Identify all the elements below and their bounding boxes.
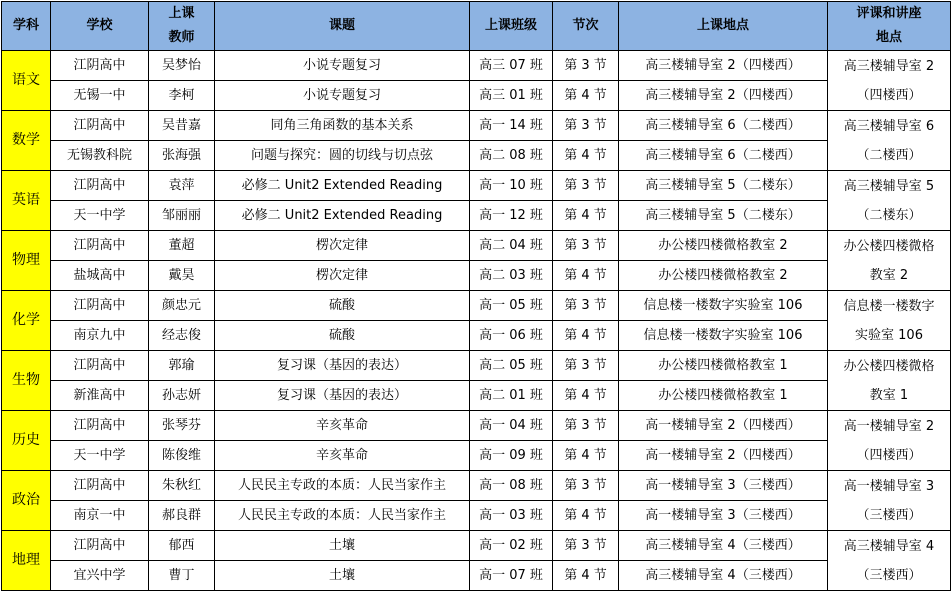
teacher-cell: 孙志妍 (149, 381, 215, 411)
subject-cell: 化学 (2, 291, 51, 351)
review-location-cell (828, 111, 951, 171)
topic-cell: 同角三角函数的基本关系 (215, 111, 470, 141)
period-cell: 第 3 节 (553, 291, 619, 321)
topic-cell: 人民民主专政的本质：人民当家作主 (215, 471, 470, 501)
topic-cell: 小说专题复习 (215, 51, 470, 81)
review-location-line: 信息楼一楼数字 (843, 298, 935, 314)
class-cell: 高二 08 班 (470, 141, 553, 171)
period-cell: 第 4 节 (553, 321, 619, 351)
subject-cell: 地理 (2, 531, 51, 591)
class-cell: 高一 04 班 (470, 411, 553, 441)
review-location-cell (828, 471, 951, 531)
school-cell: 天一中学 (51, 201, 149, 231)
teacher-cell: 曹丁 (149, 561, 215, 591)
table-row (2, 411, 951, 441)
review-location-cell (828, 351, 951, 411)
school-cell: 江阴高中 (51, 351, 149, 381)
review-location-cell (828, 231, 951, 291)
class-cell: 高二 03 班 (470, 261, 553, 291)
topic-cell: 人民民主专政的本质：人民当家作主 (215, 501, 470, 531)
review-location-cell (828, 291, 951, 351)
schedule-body (2, 51, 951, 591)
header-school: 学校 (51, 2, 149, 51)
location-cell: 高一楼辅导室 2（四楼西） (619, 441, 828, 471)
teacher-cell: 张海强 (149, 141, 215, 171)
class-cell: 高一 03 班 (470, 501, 553, 531)
school-cell: 盐城高中 (51, 261, 149, 291)
school-cell: 无锡教科院 (51, 141, 149, 171)
location-cell: 高三楼辅导室 4（三楼西） (619, 531, 828, 561)
teacher-cell: 经志俊 (149, 321, 215, 351)
table-row (2, 111, 951, 141)
topic-cell: 楞次定律 (215, 261, 470, 291)
table-row (2, 51, 951, 81)
review-location-line: （四楼西） (856, 447, 922, 463)
period-cell: 第 4 节 (553, 81, 619, 111)
header-subject: 学科 (2, 2, 51, 51)
table-row (2, 81, 951, 111)
school-cell: 江阴高中 (51, 231, 149, 261)
period-cell: 第 3 节 (553, 111, 619, 141)
table-row (2, 501, 951, 531)
class-cell: 高一 02 班 (470, 531, 553, 561)
topic-cell: 土壤 (215, 531, 470, 561)
review-location-cell (828, 531, 951, 591)
teacher-cell: 颜忠元 (149, 291, 215, 321)
topic-cell: 复习课（基因的表达） (215, 381, 470, 411)
teacher-cell: 邹丽丽 (149, 201, 215, 231)
review-location-cell (828, 171, 951, 231)
teacher-cell: 朱秋红 (149, 471, 215, 501)
school-cell: 江阴高中 (51, 411, 149, 441)
class-cell: 高一 12 班 (470, 201, 553, 231)
review-location-line: 教室 2 (869, 267, 909, 283)
class-cell: 高二 01 班 (470, 381, 553, 411)
review-location-line: 办公楼四楼微格 (843, 238, 935, 254)
topic-cell: 楞次定律 (215, 231, 470, 261)
subject-cell: 数学 (2, 111, 51, 171)
class-cell: 高一 10 班 (470, 171, 553, 201)
header-teacher: 上课 教师 (149, 2, 215, 51)
teacher-cell: 吴昔嘉 (149, 111, 215, 141)
review-location-line: 高三楼辅导室 5 (843, 178, 935, 194)
period-cell: 第 4 节 (553, 261, 619, 291)
table-row (2, 141, 951, 171)
review-location-line: 高三楼辅导室 4 (843, 538, 935, 554)
school-cell: 江阴高中 (51, 531, 149, 561)
subject-cell: 语文 (2, 51, 51, 111)
review-location-cell (828, 411, 951, 471)
subject-cell: 物理 (2, 231, 51, 291)
period-cell: 第 3 节 (553, 531, 619, 561)
topic-cell: 土壤 (215, 561, 470, 591)
period-cell: 第 4 节 (553, 381, 619, 411)
review-location-line: 高一楼辅导室 3 (843, 478, 935, 494)
review-location-line: 高一楼辅导室 2 (843, 418, 935, 434)
review-location-line: 实验室 106 (855, 327, 923, 343)
school-cell: 江阴高中 (51, 51, 149, 81)
period-cell: 第 3 节 (553, 51, 619, 81)
class-cell: 高一 05 班 (470, 291, 553, 321)
location-cell: 高三楼辅导室 2（四楼西） (619, 51, 828, 81)
location-cell: 信息楼一楼数字实验室 106 (619, 321, 828, 351)
location-cell: 高一楼辅导室 2（四楼西） (619, 411, 828, 441)
school-cell: 江阴高中 (51, 471, 149, 501)
period-cell: 第 3 节 (553, 351, 619, 381)
review-location-cell (828, 51, 951, 111)
period-cell: 第 4 节 (553, 441, 619, 471)
table-row (2, 201, 951, 231)
table-row (2, 171, 951, 201)
review-location-line: （二楼东） (856, 207, 922, 223)
school-cell: 南京一中 (51, 501, 149, 531)
class-cell: 高一 14 班 (470, 111, 553, 141)
location-cell: 办公楼四楼微格教室 2 (619, 231, 828, 261)
header-location: 上课地点 (619, 2, 828, 51)
header-row (2, 2, 951, 51)
subject-cell: 历史 (2, 411, 51, 471)
location-cell: 办公楼四楼微格教室 1 (619, 381, 828, 411)
class-cell: 高一 06 班 (470, 321, 553, 351)
topic-cell: 硫酸 (215, 321, 470, 351)
table-row (2, 381, 951, 411)
period-cell: 第 3 节 (553, 411, 619, 441)
review-location-line: 教室 1 (869, 387, 909, 403)
header-class: 上课班级 (470, 2, 553, 51)
class-cell: 高三 01 班 (470, 81, 553, 111)
teacher-cell: 吴梦怡 (149, 51, 215, 81)
school-cell: 江阴高中 (51, 171, 149, 201)
subject-cell: 生物 (2, 351, 51, 411)
teacher-cell: 张琴芬 (149, 411, 215, 441)
table-row (2, 261, 951, 291)
review-location-line: （三楼西） (856, 567, 922, 583)
period-cell: 第 3 节 (553, 171, 619, 201)
teacher-cell: 戴昊 (149, 261, 215, 291)
location-cell: 高三楼辅导室 6（二楼西） (619, 141, 828, 171)
school-cell: 江阴高中 (51, 111, 149, 141)
topic-cell: 复习课（基因的表达） (215, 351, 470, 381)
location-cell: 高三楼辅导室 4（三楼西） (619, 561, 828, 591)
location-cell: 高三楼辅导室 6（二楼西） (619, 111, 828, 141)
teacher-cell: 陈俊维 (149, 441, 215, 471)
topic-cell: 问题与探究：圆的切线与切点弦 (215, 141, 470, 171)
header-topic: 课题 (215, 2, 470, 51)
location-cell: 高一楼辅导室 3（三楼西） (619, 501, 828, 531)
teacher-cell: 郝良群 (149, 501, 215, 531)
review-location-line: 高三楼辅导室 6 (843, 118, 935, 134)
school-cell: 宜兴中学 (51, 561, 149, 591)
table-row (2, 351, 951, 381)
location-cell: 信息楼一楼数字实验室 106 (619, 291, 828, 321)
period-cell: 第 4 节 (553, 141, 619, 171)
review-location-line: （四楼西） (856, 87, 922, 103)
table-row (2, 471, 951, 501)
school-cell: 江阴高中 (51, 291, 149, 321)
location-cell: 高三楼辅导室 5（二楼东） (619, 201, 828, 231)
teacher-cell: 董超 (149, 231, 215, 261)
period-cell: 第 3 节 (553, 471, 619, 501)
topic-cell: 必修二 Unit2 Extended Reading (215, 171, 470, 201)
topic-cell: 辛亥革命 (215, 411, 470, 441)
class-cell: 高三 07 班 (470, 51, 553, 81)
class-cell: 高一 09 班 (470, 441, 553, 471)
period-cell: 第 4 节 (553, 501, 619, 531)
table-row (2, 561, 951, 591)
location-cell: 高一楼辅导室 3（三楼西） (619, 471, 828, 501)
school-cell: 天一中学 (51, 441, 149, 471)
location-cell: 办公楼四楼微格教室 2 (619, 261, 828, 291)
location-cell: 高三楼辅导室 2（四楼西） (619, 81, 828, 111)
topic-cell: 小说专题复习 (215, 81, 470, 111)
subject-cell: 政治 (2, 471, 51, 531)
table-row (2, 531, 951, 561)
school-cell: 无锡一中 (51, 81, 149, 111)
review-location-line: 高三楼辅导室 2 (843, 58, 935, 74)
teacher-cell: 郭瑜 (149, 351, 215, 381)
review-location-line: （三楼西） (856, 507, 922, 523)
header-period: 节次 (553, 2, 619, 51)
school-cell: 南京九中 (51, 321, 149, 351)
location-cell: 办公楼四楼微格教室 1 (619, 351, 828, 381)
subject-cell: 英语 (2, 171, 51, 231)
class-cell: 高一 07 班 (470, 561, 553, 591)
location-cell: 高三楼辅导室 5（二楼东） (619, 171, 828, 201)
teacher-cell: 袁萍 (149, 171, 215, 201)
topic-cell: 必修二 Unit2 Extended Reading (215, 201, 470, 231)
table-row (2, 231, 951, 261)
class-cell: 高二 05 班 (470, 351, 553, 381)
table-row (2, 441, 951, 471)
schedule-table (1, 1, 951, 591)
topic-cell: 辛亥革命 (215, 441, 470, 471)
header-review-location: 评课和讲座 地点 (828, 2, 951, 51)
period-cell: 第 3 节 (553, 231, 619, 261)
table-row (2, 291, 951, 321)
topic-cell: 硫酸 (215, 291, 470, 321)
review-location-line: （二楼西） (856, 147, 922, 163)
school-cell: 新淮高中 (51, 381, 149, 411)
class-cell: 高一 08 班 (470, 471, 553, 501)
class-cell: 高二 04 班 (470, 231, 553, 261)
table-row (2, 321, 951, 351)
review-location-line: 办公楼四楼微格 (843, 358, 935, 374)
period-cell: 第 4 节 (553, 201, 619, 231)
period-cell: 第 4 节 (553, 561, 619, 591)
teacher-cell: 郁西 (149, 531, 215, 561)
teacher-cell: 李柯 (149, 81, 215, 111)
